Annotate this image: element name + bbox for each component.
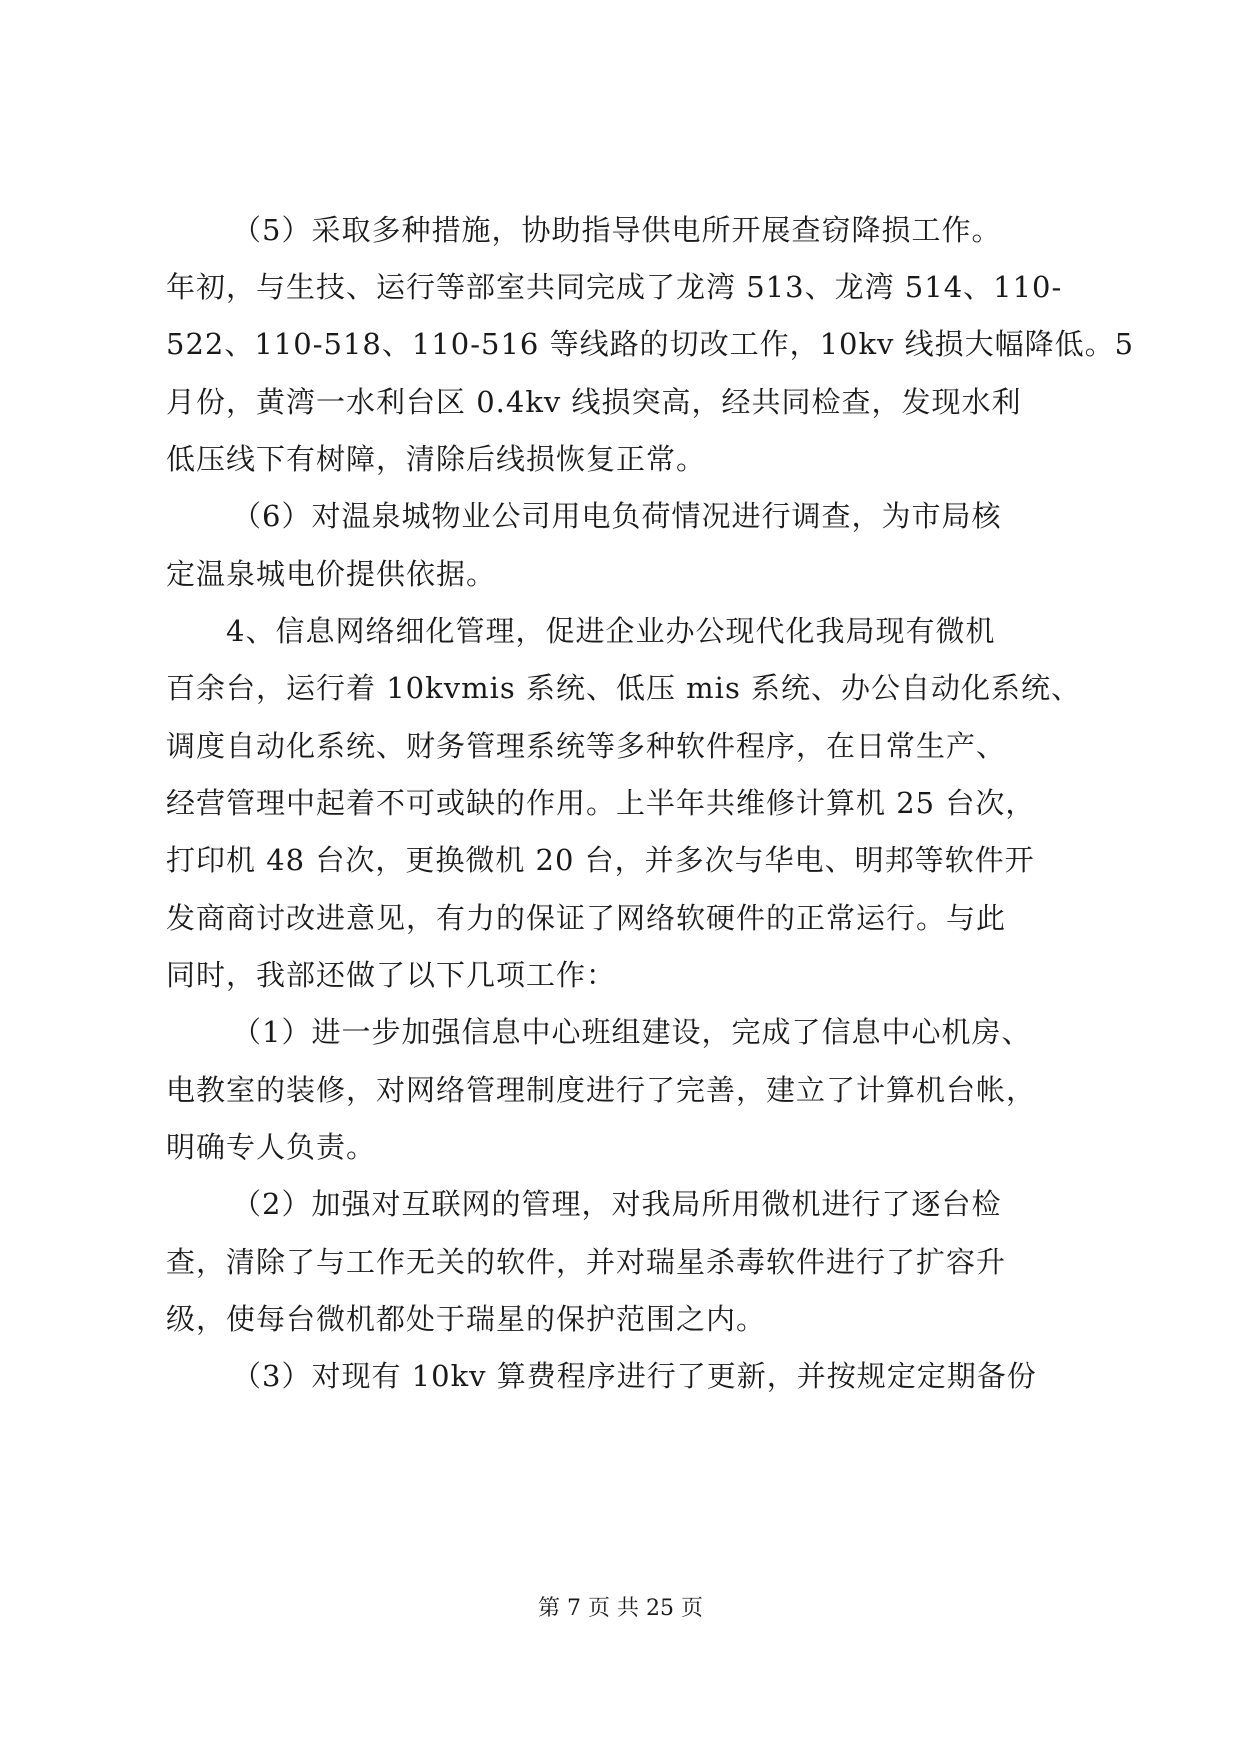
text-line: （5）采取多种措施，协助指导供电所开展查窃降损工作。 bbox=[232, 213, 1002, 247]
text-line: 定温泉城电价提供依据。 bbox=[166, 557, 497, 591]
text-line: 经营管理中起着不可或缺的作用。上半年共维修计算机 25 台次， bbox=[166, 786, 1036, 820]
text-line: 打印机 48 台次，更换微机 20 台，并多次与华电、明邦等软件开 bbox=[166, 843, 1035, 877]
text-line: （2）加强对互联网的管理，对我局所用微机进行了逐台检 bbox=[232, 1187, 1002, 1221]
text-line: （6）对温泉城物业公司用电负荷情况进行调查，为市局核 bbox=[232, 499, 1002, 533]
text-line: 查，清除了与工作无关的软件，并对瑞星杀毒软件进行了扩容升 bbox=[166, 1245, 1007, 1279]
page-footer: 第 7 页 共 25 页 bbox=[538, 1596, 703, 1621]
text-line: 明确专人负责。 bbox=[166, 1130, 377, 1164]
text-line: 发商商讨改进意见，有力的保证了网络软硬件的正常运行。与此 bbox=[166, 901, 1007, 935]
text-line: 调度自动化系统、财务管理系统等多种软件程序，在日常生产、 bbox=[166, 729, 1007, 763]
text-line: （1）进一步加强信息中心班组建设，完成了信息中心机房、 bbox=[232, 1015, 1032, 1049]
text-line: 522、110-518、110-516 等线路的切改工作，10kv 线损大幅降低。5 bbox=[166, 327, 1135, 361]
text-line: 年初，与生技、运行等部室共同完成了龙湾 513、龙湾 514、110- bbox=[166, 270, 1063, 304]
text-line: 低压线下有树障，清除后线损恢复正常。 bbox=[166, 442, 707, 476]
text-line: 同时，我部还做了以下几项工作： bbox=[166, 958, 617, 992]
text-line: 电教室的装修，对网络管理制度进行了完善，建立了计算机台帐， bbox=[166, 1073, 1037, 1107]
text-line: 百余台，运行着 10kvmis 系统、低压 mis 系统、办公自动化系统、 bbox=[166, 671, 1082, 705]
text-line: （3）对现有 10kv 算费程序进行了更新，并按规定定期备份 bbox=[232, 1359, 1037, 1393]
text-line: 月份，黄湾一水利台区 0.4kv 线损突高，经共同检查，发现水利 bbox=[166, 385, 1022, 419]
text-line: 级，使每台微机都处于瑞星的保护范围之内。 bbox=[166, 1302, 767, 1336]
text-line: 4、信息网络细化管理，促进企业办公现代化我局现有微机 bbox=[226, 614, 996, 648]
